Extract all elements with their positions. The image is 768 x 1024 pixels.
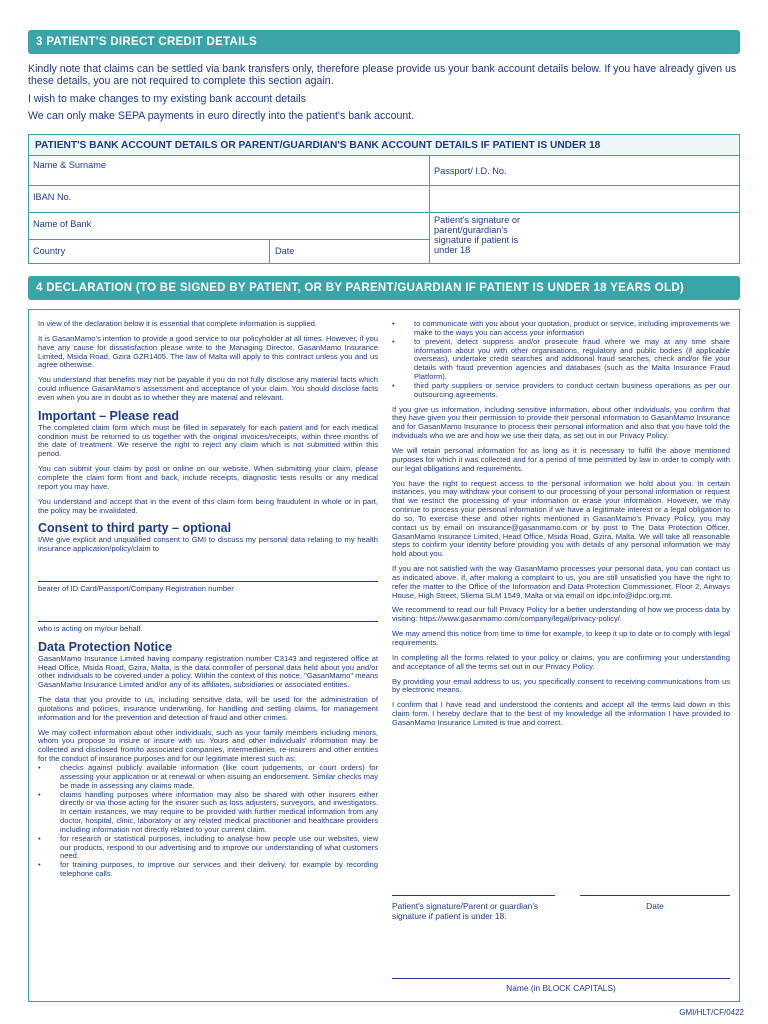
decl-left-p5: You can submit your claim by post or online on our website. When submitting your claim, please complete the claim form front and back, include receipts, diagnostic tests results or any medical report you may have. xyxy=(38,464,378,491)
data-protection-heading: Data Protection Notice xyxy=(38,639,173,654)
decl-right-p1: If you give us information, including sensitive information, about other individuals, you confirm that they have given you their permission to provide their personal information to GasanMamo Insurance and for GasanMamo Insurance to process their personal information and also that you have told the individuals who we are and how we use their data, as set out in our Privacy Policy. xyxy=(392,404,730,441)
iban-label: IBAN No. xyxy=(33,192,72,202)
decl-right-p3: You have the right to request access to the personal information we hold about you. In certain instances, you may withdraw your consent to our processing of your personal information or request that we restrict the processing of your information or erase your information. However, we may continue to process your personal information if we have a legitimate interest or a legal obligation to do so. To exercise these and other rights mentioned in GasanMamo's Privacy Policy, you may contact us by email on insurance@gasanmamo.com or by post to The Data Protection Officer, GasanMamo Insurance Limited, Head Office, Msida Road, Gzira, Malta. We will take all reasonable steps to confirm your identity before providing you with details of any personal information we may hold about you. xyxy=(392,478,730,559)
decl-left-p12: We may collect information about other individuals, such as your family members including minors, whom you propose to insure or insure with us. Yours and other individuals' information may be collected and disclosed from/to associated companies, intermediaries, re-insurers and other entities for the conduct of insurance purposes and for our legitimate interest such as: xyxy=(38,727,378,764)
list-item: • claims handling purposes where information may also be shared with other insurers either directly or via those acting for the insurer such as loss adjusters, surveyors, and investigators. In certain instances, we may require to be provided with further medical information from any doctor, hospital, clinic, laboratory or any related medical practitioner and healthcare providers including information not directly related to your current claim. xyxy=(38,791,378,835)
important-heading: Important – Please read xyxy=(38,408,180,423)
decl-left-p1: In view of the declaration below it is essential that complete information is supplied. xyxy=(38,319,318,328)
iban-field[interactable] xyxy=(29,189,739,212)
signature-label: Patient's signature or parent/gurardian's signature if patient is under 18 xyxy=(434,215,521,255)
section-3-header: 3 PATIENT'S DIRECT CREDIT DETAILS xyxy=(28,30,740,54)
decl-right-p9: I confirm that I have read and understood the contents and accept all the terms laid down in this claim form. I hereby declare that to the best of my knowledge all the information I have provided to GasanMamo Insurance Limited is true and correct. xyxy=(392,700,730,727)
block-capitals-name-line[interactable] xyxy=(392,978,730,979)
form-code: GMI/HLT/CF/0422 xyxy=(679,1008,744,1017)
decl-right-p5: We recommend to read our full Privacy Policy for a better understanding of how we process data by visiting: https://www.gasanmamo.com/company/legal/privacy-policy/. xyxy=(392,605,730,624)
right-bullet-list xyxy=(392,320,730,400)
bearer-id-label: bearer of ID Card/Passport/Company Registration number xyxy=(38,584,234,594)
passport-id-label: Passport/ I.D. No. xyxy=(434,166,507,176)
left-bullet-list xyxy=(38,764,378,879)
list-item: • to prevent, detect suppress and/or prosecute fraud where we may at any time share information about you with other organisations, regulatory and public bodies (if applicable overseas), undertake credit searches and additional fraud searches, check and/or file your details with fraud prevention agencies and databases (such as the Malta Insurance Fraud Platform). xyxy=(392,338,730,382)
country-label: Country xyxy=(33,246,66,256)
decl-right-p4: If you are not satisfied with the way GasanMamo processes your personal data, you can contact us as indicated above. If, after making a complaint to us, you are still unsatisfied you have the right to refer the matter to the Office of the Information and Data Protection Commissioner, Floor 2, Airways House, High Street, Sliema SLM 1549, Malta or via email on idpc.info@idpc.org.mt. xyxy=(392,564,730,600)
bearer-id-field[interactable] xyxy=(38,600,378,622)
decl-left-p6: You understand and accept that in the event of this claim form being fraudulent in whole or in part, the policy may be invalidated. xyxy=(38,496,378,515)
date-label: Date xyxy=(275,246,295,256)
intro-text-3: We can only make SEPA payments in euro directly into the patient's bank account. xyxy=(28,110,415,122)
acting-behalf-label: who is acting on my/our behalf. xyxy=(38,623,143,633)
declaration-left-column xyxy=(38,320,378,885)
name-surname-field[interactable] xyxy=(29,157,427,185)
list-item: • third party suppliers or service providers to conduct certain business operations as per our outsourcing agreements. xyxy=(392,382,730,400)
passport-id-field[interactable] xyxy=(430,163,739,185)
declaration-right-column xyxy=(392,320,730,734)
patient-signature-line[interactable] xyxy=(392,895,555,896)
decl-left-p10: GasanMamo Insurance Limited having company registration number C3143 and registered office at Head Office, Msida Road, Gzira, Malta, is the data controller of personal data held about you and/or other individuals to be covered under a policy. Within the context of this notice, "GasanMamo" means GasanMamo Insurance Limited and/or any of its affiliates, subsidiaries or associated entities. xyxy=(38,653,378,690)
bank-table-title: PATIENT'S BANK ACCOUNT DETAILS OR PARENT/GUARDIAN'S BANK ACCOUNT DETAILS IF PATIENT IS UNDER 18 xyxy=(29,135,739,156)
list-item: • for training purposes, to improve our services and their delivery, for example by recording telephone calls. xyxy=(38,861,378,879)
decl-right-p2: We will retain personal information for as long as it is necessary to fulfil the above mentioned purposes for which it was collected and for a period of time permitted by law in order to comply with our legal obligations and requirements. xyxy=(392,445,730,473)
consent-text: I/We give explicit and unqualified consent to GMI to discuss my personal data relating to my health insurance application/policy/claim to xyxy=(38,535,378,554)
decl-left-p3: You understand that benefits may not be payable if you do not fully disclose any material facts which could influence GasanMamo's assessment and acceptance of your claim. You should disclose facts even when you are in doubt as to whether they are material and relevant. xyxy=(38,375,378,402)
bank-details-table xyxy=(28,134,740,264)
decl-right-p8: By providing your email address to us, you specifically consent to receiving communications from us by electronic means. xyxy=(392,676,730,695)
third-party-name-field[interactable] xyxy=(38,560,378,582)
decl-right-p7: In completing all the forms related to your policy or claims, you are confirming your understanding and acceptance of all the terms set out in our Privacy Policy. xyxy=(392,652,730,671)
bank-name-label: Name of Bank xyxy=(33,219,92,229)
signature-field[interactable] xyxy=(430,212,530,263)
patient-signature-label: Patient's signature/Parent or guardian's signature if patient is under 18. xyxy=(392,901,539,921)
decl-left-p11: The data that you provide to us, including sensitive data, will be used for the administration of quotations and policies, insurance underwriting, for handling and settling claims, for management information and for the prevention and detection of fraud and other crimes. xyxy=(38,695,378,722)
section-4-header: 4 DECLARATION (TO BE SIGNED BY PATIENT, OR BY PARENT/GUARDIAN IF PATIENT IS UNDER 18 YEARS OLD) xyxy=(28,276,740,300)
decl-left-p4: The completed claim form which must be filled in separately for each patient and for each medical condition must be returned to us together with the original invoices/receipts, within three months of the date of treatment. We reserve the right to reject any claim which is not submitted within this period. xyxy=(38,422,378,459)
decl-right-p6: We may amend this notice from time to time for example, to keep it up to date or to comply with legal requirements. xyxy=(392,629,730,647)
list-item: • for research or statistical purposes, including to analyse how people use our websites, view our products, respond to our advertising and to improve our understanding of what customers need. xyxy=(38,835,378,862)
signature-date-line[interactable] xyxy=(580,895,730,896)
date-field[interactable] xyxy=(271,243,427,263)
decl-left-p2: It is GasanMamo's intention to provide a good service to our policyholder at all times. However, if you have any cause for dissatisfaction please write to the Managing Director, GasanMamo Insurance Limited, Msida Road, Gzira GZR1405. The law of Malta will apply to this contract unless you and us agree otherwise. xyxy=(38,333,378,370)
intro-text-2: I wish to make changes to my existing bank account details xyxy=(28,93,306,105)
name-surname-label: Name & Surname xyxy=(33,160,107,170)
list-item: • checks against publicly available information (like court judgements, or court orders) for assessing your application or at renewal or when issuing an endorsement. Similar checks may be made in assessing any claims made. xyxy=(38,764,378,791)
intro-text-1: Kindly note that claims can be settled via bank transfers only, therefore please provide us your bank account details below. If you have already given us these details, you are not required to complete this section again. xyxy=(28,63,737,87)
list-item: • to communicate with you about your quotation, product or service, including improvements we make to the ways you can access your information xyxy=(392,320,730,338)
block-capitals-name-label: Name (in BLOCK CAPITALS) xyxy=(506,983,616,993)
declaration-box xyxy=(28,309,740,1002)
bank-name-field[interactable] xyxy=(29,216,427,239)
consent-heading: Consent to third party – optional xyxy=(38,521,232,536)
country-field[interactable] xyxy=(29,243,267,263)
signature-date-label: Date xyxy=(646,901,664,911)
